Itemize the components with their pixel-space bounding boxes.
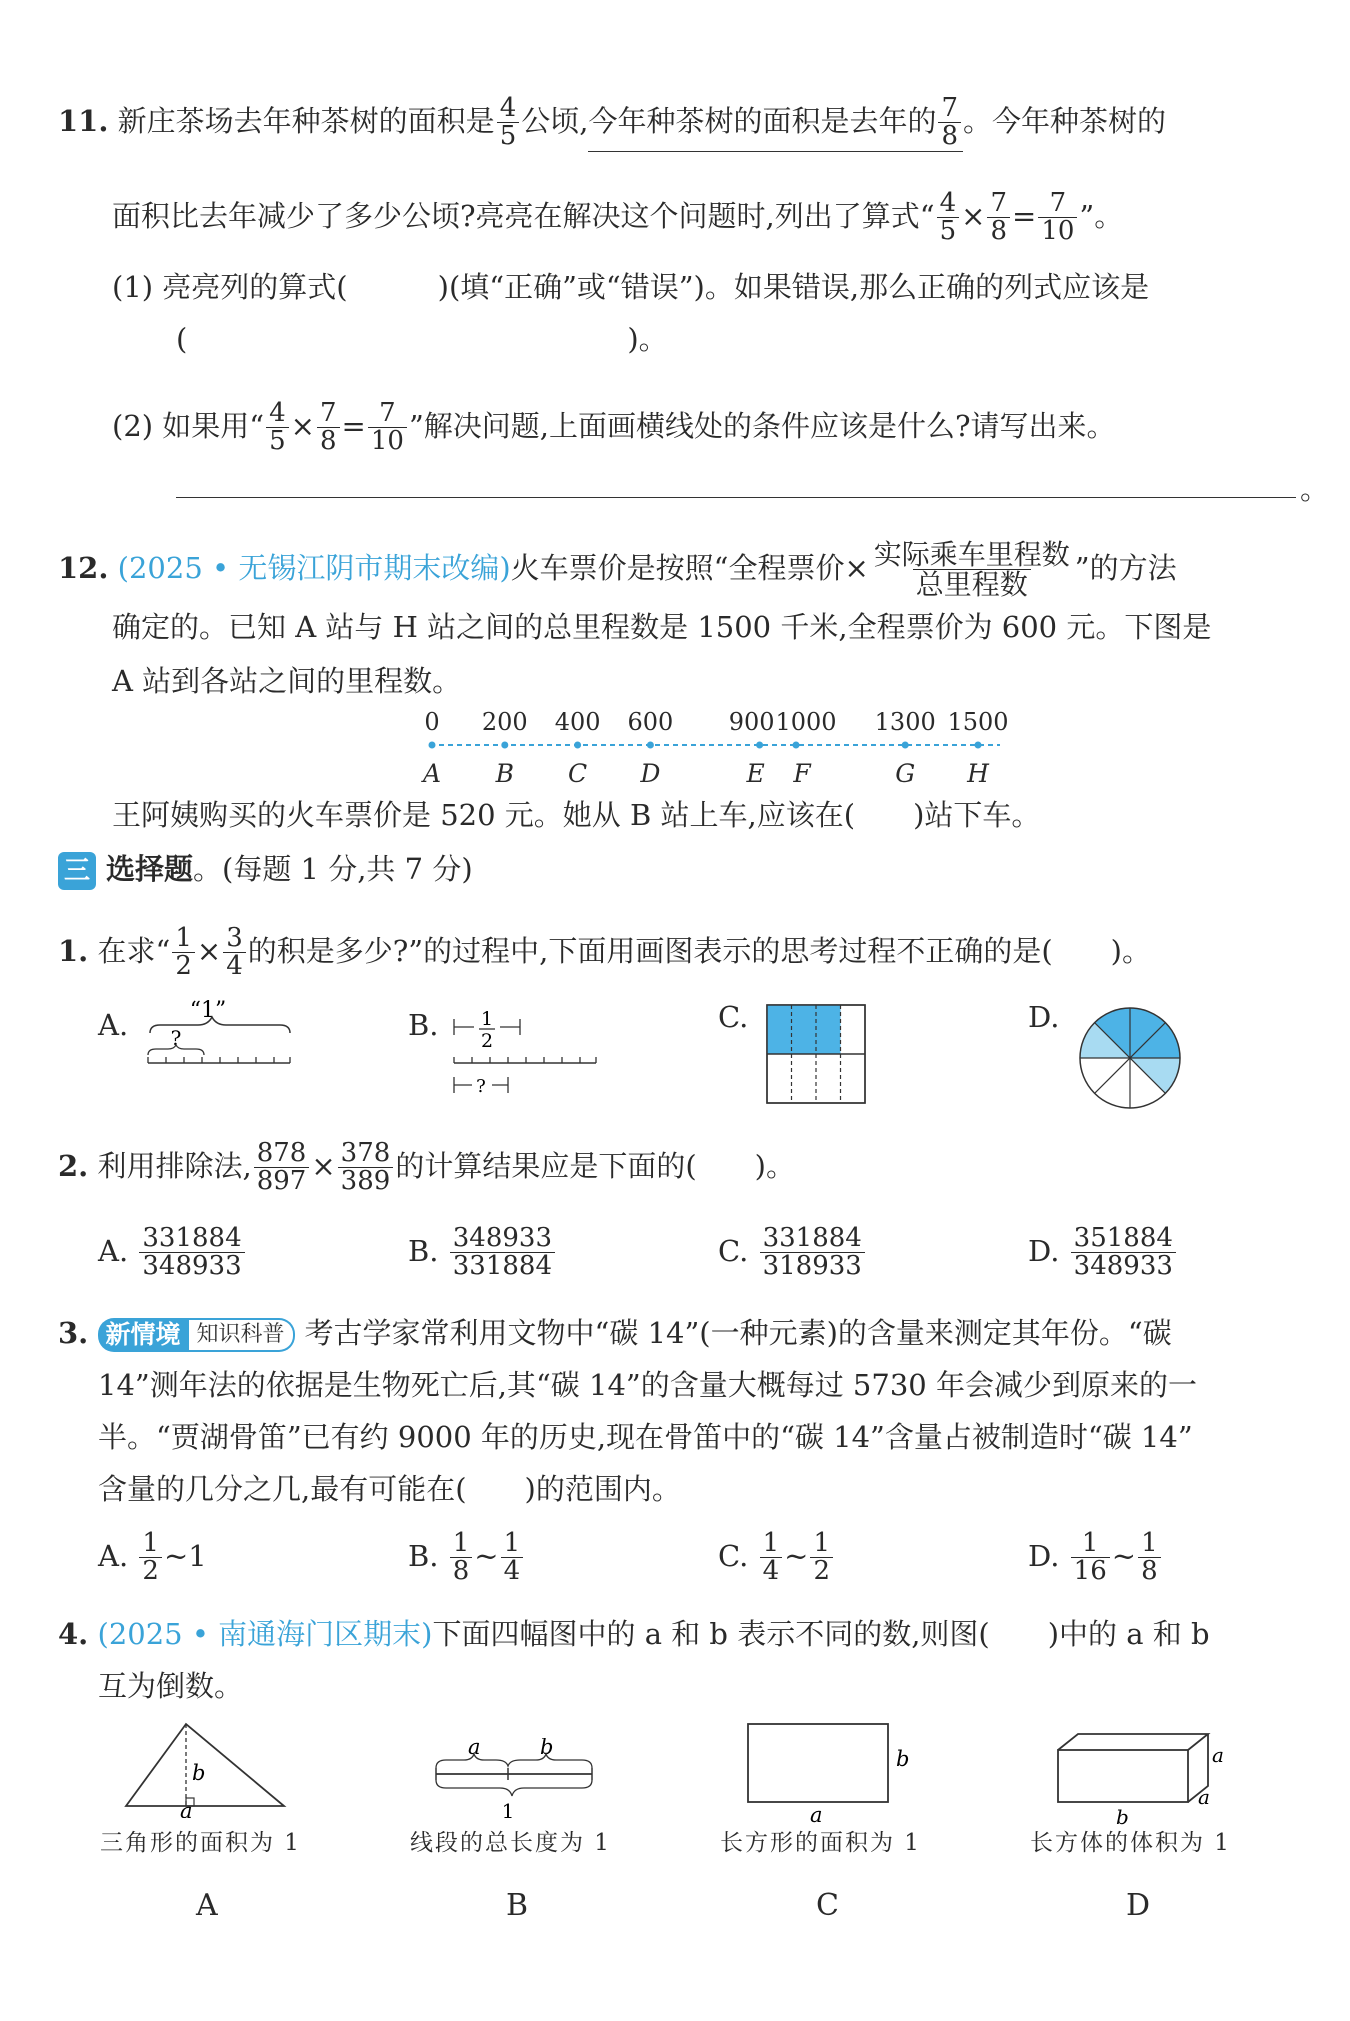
q11-text: 。今年种茶树的 (963, 103, 1167, 138)
section-note: 。(每题 1 分,共 7 分) (193, 852, 473, 886)
q11-line2 (112, 190, 1123, 246)
station-label: A (422, 759, 442, 788)
c2-text: 的计算结果应是下面的( )。 (395, 1148, 795, 1183)
paren: ( (176, 322, 188, 356)
fraction: $\frac{1}{2}$ (172, 925, 195, 981)
q11-text: ”解决问题,上面画横线处的条件应该是什么?请写出来。 (408, 408, 1116, 443)
c4-text: 下面四幅图中的 a 和 b 表示不同的数,则图( )中的 a 和 b (432, 1617, 1210, 1651)
station-dot (902, 742, 909, 749)
question-number: 12. (58, 550, 109, 585)
figure-caption: 长方体的体积为 1 (1030, 1830, 1231, 1856)
fraction: $\frac{878}{897}$ (254, 1140, 310, 1196)
q12-text: ”的方法 (1074, 550, 1177, 585)
var-a: a (1198, 1785, 1210, 1809)
q11-text: 新庄茶场去年种茶树的面积是 (117, 103, 495, 138)
option-b-diagram[interactable] (450, 1005, 610, 1100)
distance-label: 1300 (874, 708, 936, 736)
q11-text: 面积比去年减少了多少公顷?亮亮在解决这个问题时,列出了算式“ (112, 198, 935, 233)
c3-line2: 14”测年法的依据是生物死亡后,其“碳 14”的含量大概每过 5730 年会减少到原来的一 (98, 1368, 1197, 1402)
c2-option[interactable]: B. $\frac{348933}{331884}$ (408, 1225, 557, 1281)
station-dot (756, 742, 763, 749)
fraction: $\frac{7}{8}$ (317, 400, 340, 456)
station-label: E (746, 759, 765, 788)
distance-label: 200 (481, 708, 528, 736)
section-badge: 三 (58, 852, 96, 890)
figure-letter[interactable]: C (816, 1888, 839, 1923)
station-label: H (967, 759, 989, 788)
fraction: $\frac{\text{实际乘车里程数}}{\text{总里程数}}$ (873, 538, 1070, 602)
c3-option[interactable]: B. $\frac{1}{8}$ ~ $\frac{1}{4}$ (408, 1530, 525, 1586)
question-number: 1. (58, 933, 89, 968)
option-a-diagram[interactable] (140, 995, 300, 1085)
equals-sign: = (341, 408, 366, 443)
label-question: ? (170, 1026, 182, 1050)
station-dot (793, 742, 800, 749)
times-sign: × (311, 1148, 336, 1183)
q12-line4: 王阿姨购买的火车票价是 520 元。她从 B 站上车,应该在( )站下车。 (112, 798, 1041, 832)
distance-label: 0 (424, 708, 440, 736)
question-number: 2. (58, 1148, 89, 1183)
figure-d-cuboid[interactable] (1050, 1728, 1230, 1828)
times-sign: × (961, 198, 986, 233)
q11-answer-period: 。 (1300, 472, 1330, 506)
c1-stem (58, 925, 1151, 981)
option-label[interactable]: A. (98, 1008, 129, 1042)
times-sign: × (290, 408, 315, 443)
station-dot (647, 742, 654, 749)
q11-answer-line[interactable] (176, 496, 1296, 498)
c4-line1 (58, 1617, 1210, 1652)
q12-text: 火车票价是按照“全程票价× (510, 550, 869, 585)
var-b: b (1116, 1805, 1129, 1828)
fraction: $\frac{7}{8}$ (987, 190, 1010, 246)
question-number: 11. (58, 103, 109, 138)
distance-label: 1000 (775, 708, 837, 736)
station-dot (501, 742, 508, 749)
fraction: $\frac{7}{10}$ (368, 400, 407, 456)
q11-line1 (58, 95, 1166, 152)
fraction: $\frac{378}{389}$ (338, 1140, 394, 1196)
station-label: D (640, 759, 661, 788)
var-b: b (540, 1738, 554, 1759)
figure-letter[interactable]: B (506, 1888, 529, 1923)
section-title: 选择题 (106, 852, 194, 886)
figure-c-rectangle[interactable] (740, 1720, 920, 1830)
distance-label: 600 (627, 708, 674, 736)
q12-line2: 确定的。已知 A 站与 H 站之间的总里程数是 1500 千米,全程票价为 600 元。下图是 (112, 610, 1212, 644)
c3-option[interactable]: A. $\frac{1}{2}$ ~1 (98, 1528, 207, 1587)
q11-part1 (112, 270, 1149, 305)
c2-option[interactable]: A. $\frac{331884}{348933}$ (98, 1225, 247, 1281)
fraction: $\frac{4}{5}$ (937, 190, 960, 246)
figure-letter[interactable]: A (196, 1888, 218, 1923)
source-tag: (2025 • 无锡江阴市期末改编) (117, 550, 511, 585)
answer-underline: 今年种茶树的面积是去年的 $\frac{7}{8}$ (588, 95, 963, 152)
figure-caption: 长方形的面积为 1 (720, 1830, 921, 1856)
q11-text: ”。 (1079, 198, 1124, 233)
station-dot (975, 742, 982, 749)
section-header (58, 852, 473, 890)
station-label: C (568, 759, 588, 788)
knowledge-badge: 知识科普 (189, 1318, 295, 1352)
var-a: a (1212, 1743, 1224, 1767)
station-dot (574, 742, 581, 749)
figure-caption: 三角形的面积为 1 (100, 1830, 301, 1856)
distance-number-line (400, 700, 1040, 800)
question-number: 3. (58, 1316, 89, 1350)
new-context-badge: 新情境 (98, 1318, 189, 1352)
option-d-diagram[interactable] (1075, 1003, 1185, 1113)
c1-text: 在求“ (97, 933, 171, 968)
fraction: $\frac{4}{5}$ (266, 400, 289, 456)
q11-text: )(填“正确”或“错误”)。如果错误,那么正确的列式应该是 (437, 270, 1150, 304)
q11-part1-answer (176, 322, 668, 357)
label-half-num: 1 (480, 1008, 494, 1030)
q11-text: (1) 亮亮列的算式( (112, 270, 348, 304)
fraction: $\frac{4}{5}$ (497, 95, 520, 151)
distance-label: 1500 (947, 708, 1009, 736)
source-tag: (2025 • 南通海门区期末) (97, 1617, 433, 1651)
times-sign: × (196, 933, 222, 968)
station-dot (429, 742, 436, 749)
var-b: b (192, 1761, 206, 1785)
q12-line1 (58, 540, 1177, 600)
distance-label: 900 (728, 708, 775, 736)
c2-option[interactable]: C. $\frac{331884}{318933}$ (718, 1225, 867, 1281)
option-label[interactable]: B. (408, 1008, 439, 1042)
option-label[interactable]: D. (1028, 1000, 1060, 1034)
figure-b-segments[interactable] (430, 1738, 605, 1823)
c2-stem (58, 1140, 795, 1196)
c3-option[interactable]: D. $\frac{1}{16}$ ~ $\frac{1}{8}$ (1028, 1530, 1163, 1586)
c2-text: 利用排除法, (97, 1148, 252, 1183)
var-a: a (810, 1803, 823, 1827)
paren: )。 (627, 322, 668, 356)
figure-a-triangle[interactable] (120, 1718, 295, 1818)
station-label: G (895, 759, 916, 788)
fraction: $\frac{7}{8}$ (938, 95, 961, 151)
c3-option[interactable]: C. $\frac{1}{4}$ ~ $\frac{1}{2}$ (718, 1530, 835, 1586)
label-one: “1” (189, 998, 227, 1023)
q12-line3: A 站到各站之间的里程数。 (112, 664, 462, 698)
fraction: $\frac{7}{10}$ (1038, 190, 1077, 246)
c3-line4: 含量的几分之几,最有可能在( )的范围内。 (98, 1472, 681, 1506)
c2-option[interactable]: D. $\frac{351884}{348933}$ (1028, 1225, 1178, 1281)
equals-sign: = (1012, 198, 1037, 233)
label-half-den: 2 (480, 1030, 494, 1052)
figure-caption: 线段的总长度为 1 (410, 1830, 611, 1856)
q11-text: 公顷, (521, 103, 589, 138)
c3-text: 考古学家常利用文物中“碳 14”(一种元素)的含量来测定其年份。“碳 (304, 1316, 1172, 1350)
one-label: 1 (501, 1799, 515, 1823)
c3-line3: 半。“贾湖骨笛”已有约 9000 年的历史,现在骨笛中的“碳 14”含量占被制造时“碳 14” (98, 1420, 1193, 1454)
option-c-diagram[interactable] (765, 1003, 869, 1107)
var-a: a (180, 1799, 193, 1818)
option-label[interactable]: C. (718, 1000, 749, 1034)
var-a: a (468, 1738, 481, 1759)
station-label: B (495, 759, 514, 788)
q11-part2 (112, 400, 1116, 456)
figure-letter[interactable]: D (1126, 1888, 1151, 1923)
question-number: 4. (58, 1617, 89, 1651)
q11-text: (2) 如果用“ (112, 408, 265, 443)
c4-line2: 互为倒数。 (98, 1669, 244, 1703)
label-question: ? (476, 1076, 486, 1097)
c3-line1 (58, 1316, 1172, 1352)
distance-label: 400 (554, 708, 601, 736)
fraction: $\frac{3}{4}$ (223, 925, 246, 981)
c1-text: 的积是多少?”的过程中,下面用画图表示的思考过程不正确的是( )。 (247, 933, 1151, 968)
station-label: F (793, 759, 811, 788)
var-b: b (896, 1747, 910, 1771)
